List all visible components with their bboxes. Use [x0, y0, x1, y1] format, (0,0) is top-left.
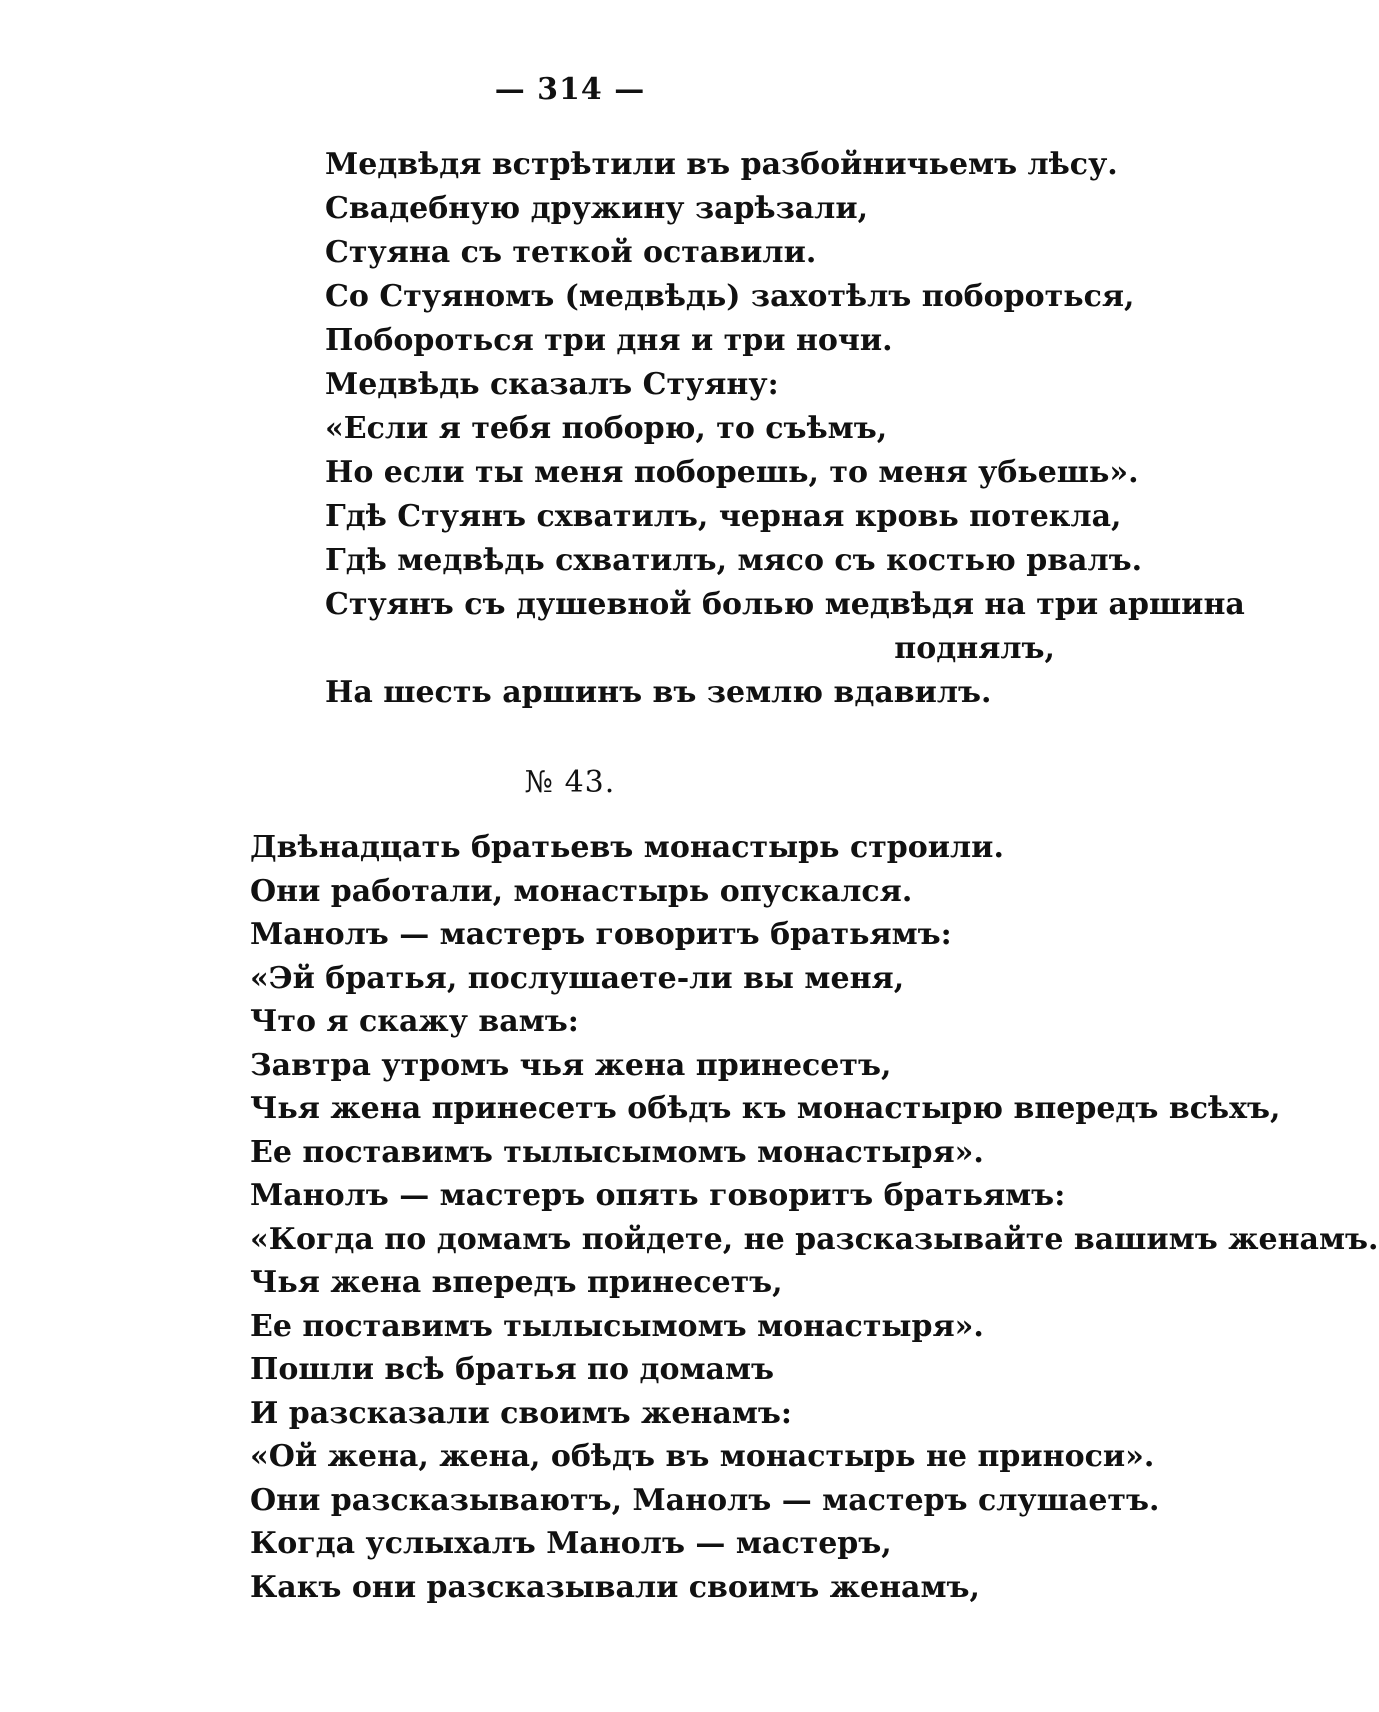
verse-line: Побороться три дня и три ночи.	[325, 323, 893, 358]
verse-line: Со Стуяномъ (медвѣдь) захотѣлъ побороться,	[325, 279, 1135, 314]
verse-line: Чья жена принесетъ обѣдъ къ монастырю впередъ всѣхъ,	[250, 1091, 1281, 1126]
verse-line: Стуяна съ теткой оставили.	[325, 235, 817, 270]
verse-line: Гдѣ медвѣдь схватилъ, мясо съ костью рвалъ.	[325, 543, 1143, 578]
verse-line: Завтра утромъ чья жена принесетъ,	[250, 1047, 892, 1083]
poem-part-1	[325, 143, 1245, 715]
verse-line: Какъ они разсказывали своимъ женамъ,	[250, 1569, 980, 1605]
verse-line: Ее поставимъ тылысымомъ монастыря».	[250, 1308, 984, 1344]
verse-line: Что я скажу вамъ:	[250, 1004, 579, 1039]
verse-line: Но если ты меня поборешь, то меня убьешь».	[325, 455, 1139, 490]
verse-line: Ее поставимъ тылысымомъ монастыря».	[250, 1134, 984, 1170]
verse-line: «Если я тебя поборю, то съѣмъ,	[325, 411, 888, 446]
verse-line: Когда услыхалъ Манолъ — мастеръ,	[250, 1526, 892, 1561]
page-number: — 314 —	[494, 72, 646, 107]
verse-line: Чья жена впередъ принесетъ,	[250, 1265, 783, 1300]
verse-line: Свадебную дружину зарѣзали,	[325, 191, 869, 226]
verse-line: На шесть аршинъ въ землю вдавилъ.	[325, 675, 992, 710]
verse-line: Стуянъ съ душевной болью медвѣдя на три аршина	[325, 587, 1245, 622]
verse-line: Они разсказываютъ, Манолъ — мастеръ слушаетъ.	[250, 1482, 1160, 1518]
verse-line: Гдѣ Стуянъ схватилъ, черная кровь потекла,	[325, 499, 1122, 534]
verse-line: И разсказали своимъ женамъ:	[250, 1395, 792, 1431]
verse-line-continuation: поднялъ,	[894, 631, 1055, 666]
verse-line: Двѣнадцать братьевъ монастырь строили.	[250, 830, 1004, 865]
verse-line: «Ой жена, жена, обѣдъ въ монастырь не приноси».	[250, 1439, 1155, 1474]
section-title: № 43.	[524, 765, 616, 800]
verse-line: Медвѣдя встрѣтили въ разбойничьемъ лѣсу.	[325, 147, 1118, 182]
verse-line: Манолъ — мастеръ опять говоритъ братьямъ:	[250, 1178, 1066, 1213]
verse-line: Они работали, монастырь опускался.	[250, 873, 913, 909]
verse-line: «Когда по домамъ пойдете, не разсказывайте вашимъ женамъ.	[250, 1221, 1379, 1257]
verse-line: Пошли всѣ братья по домамъ	[250, 1352, 775, 1387]
poem-part-2	[250, 826, 1379, 1609]
verse-line: Манолъ — мастеръ говоритъ братьямъ:	[250, 917, 952, 952]
verse-line: «Эй братья, послушаете-ли вы меня,	[250, 960, 905, 996]
verse-line: Медвѣдь сказалъ Стуяну:	[325, 367, 779, 402]
